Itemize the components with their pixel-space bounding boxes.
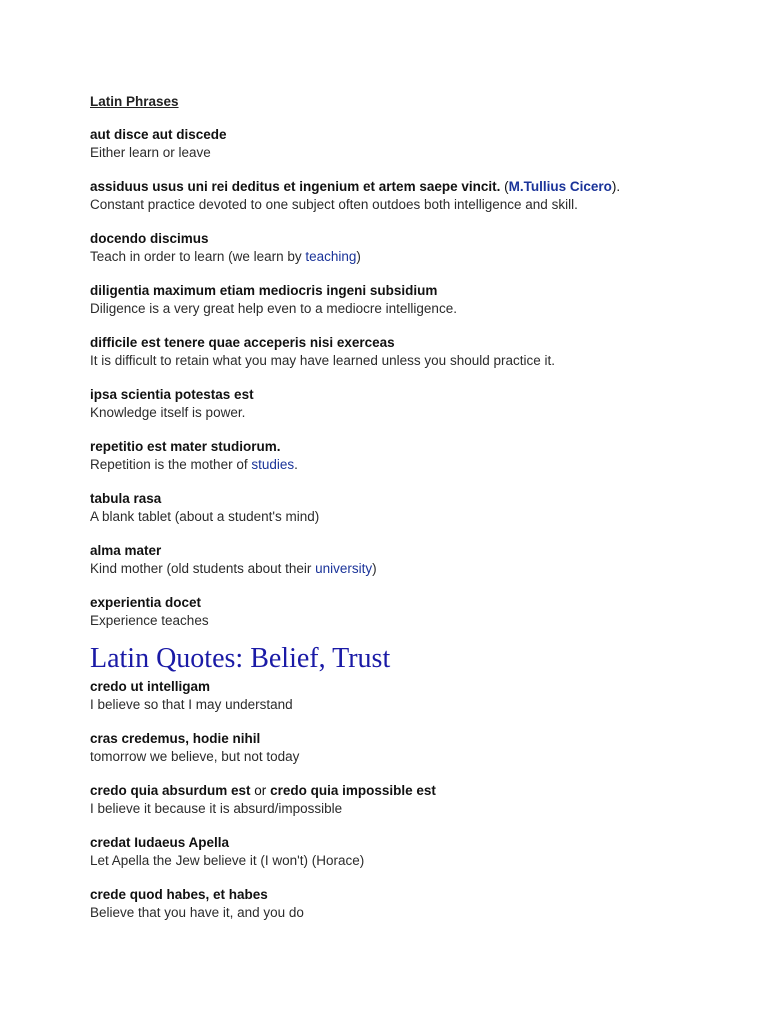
phrase-entry (90, 542, 730, 578)
teaching-link[interactable]: teaching (305, 249, 357, 264)
translation: I believe it because it is absurd/impossible (90, 801, 343, 816)
paren-open: ( (500, 179, 509, 194)
quote-entry (90, 886, 730, 922)
latin-phrase-line (90, 178, 730, 196)
connector-text: or (250, 783, 271, 798)
latin-phrase: ipsa scientia potestas est (90, 387, 254, 402)
quote-entry (90, 782, 730, 818)
cicero-link[interactable]: M.Tullius Cicero (508, 179, 612, 194)
translation-text: ) (372, 561, 377, 576)
translation: Diligence is a very great help even to a mediocre intelligence. (90, 301, 457, 316)
translation-text: Kind mother (old students about their (90, 561, 316, 576)
translation: Constant practice devoted to one subject often outdoes both intelligence and skill. (90, 197, 578, 212)
phrase-entry (90, 230, 730, 266)
translation-text: ) (356, 249, 361, 264)
latin-quote: cras credemus, hodie nihil (90, 731, 261, 746)
translation: Let Apella the Jew believe it (I won't) (Horace) (90, 853, 365, 868)
translation-line (90, 248, 730, 266)
translation: I believe so that I may understand (90, 697, 293, 712)
page-title: Latin Phrases (90, 94, 179, 109)
quote-entry (90, 678, 730, 714)
quote-entry (90, 834, 730, 870)
latin-phrase: difficile est tenere quae acceperis nisi exerceas (90, 335, 395, 350)
translation-text: Teach in order to learn (we learn by (90, 249, 306, 264)
quote-entry (90, 730, 730, 766)
phrase-entry (90, 386, 730, 422)
latin-phrase: experientia docet (90, 595, 202, 610)
latin-quote: crede quod habes, et habes (90, 887, 268, 902)
phrase-entry (90, 126, 730, 162)
latin-phrase: tabula rasa (90, 491, 162, 506)
latin-quote-line (90, 782, 730, 800)
translation: Either learn or leave (90, 145, 211, 160)
latin-quote: credat Iudaeus Apella (90, 835, 230, 850)
latin-phrase: alma mater (90, 543, 162, 558)
translation: Knowledge itself is power. (90, 405, 246, 420)
translation: Experience teaches (90, 613, 209, 628)
translation: Believe that you have it, and you do (90, 905, 304, 920)
translation-line (90, 456, 730, 474)
studies-link[interactable]: studies (251, 457, 295, 472)
latin-phrase: docendo discimus (90, 231, 209, 246)
latin-quote-alt: credo quia impossible est (270, 783, 436, 798)
translation: A blank tablet (about a student's mind) (90, 509, 320, 524)
phrase-entry (90, 438, 730, 474)
translation-line (90, 560, 730, 578)
translation: tomorrow we believe, but not today (90, 749, 300, 764)
section-heading: Latin Quotes: Belief, Trust (90, 643, 391, 674)
document-content (90, 93, 730, 938)
translation: It is difficult to retain what you may have learned unless you should practice it. (90, 353, 555, 368)
phrase-entry (90, 178, 730, 214)
university-link[interactable]: university (315, 561, 373, 576)
latin-phrase: diligentia maximum etiam mediocris ingeni subsidium (90, 283, 438, 298)
phrase-entry (90, 490, 730, 526)
latin-phrase: repetitio est mater studiorum. (90, 439, 281, 454)
latin-quote: credo ut intelligam (90, 679, 211, 694)
latin-quote: credo quia absurdum est (90, 783, 251, 798)
translation-text: . (294, 457, 298, 472)
translation-text: Repetition is the mother of (90, 457, 252, 472)
latin-phrase: aut disce aut discede (90, 127, 227, 142)
phrase-entry (90, 334, 730, 370)
phrase-entry (90, 282, 730, 318)
latin-phrase: assiduus usus uni rei deditus et ingenium et artem saepe vincit. (90, 179, 501, 194)
paren-close: ). (611, 179, 621, 194)
phrase-entry (90, 594, 730, 630)
